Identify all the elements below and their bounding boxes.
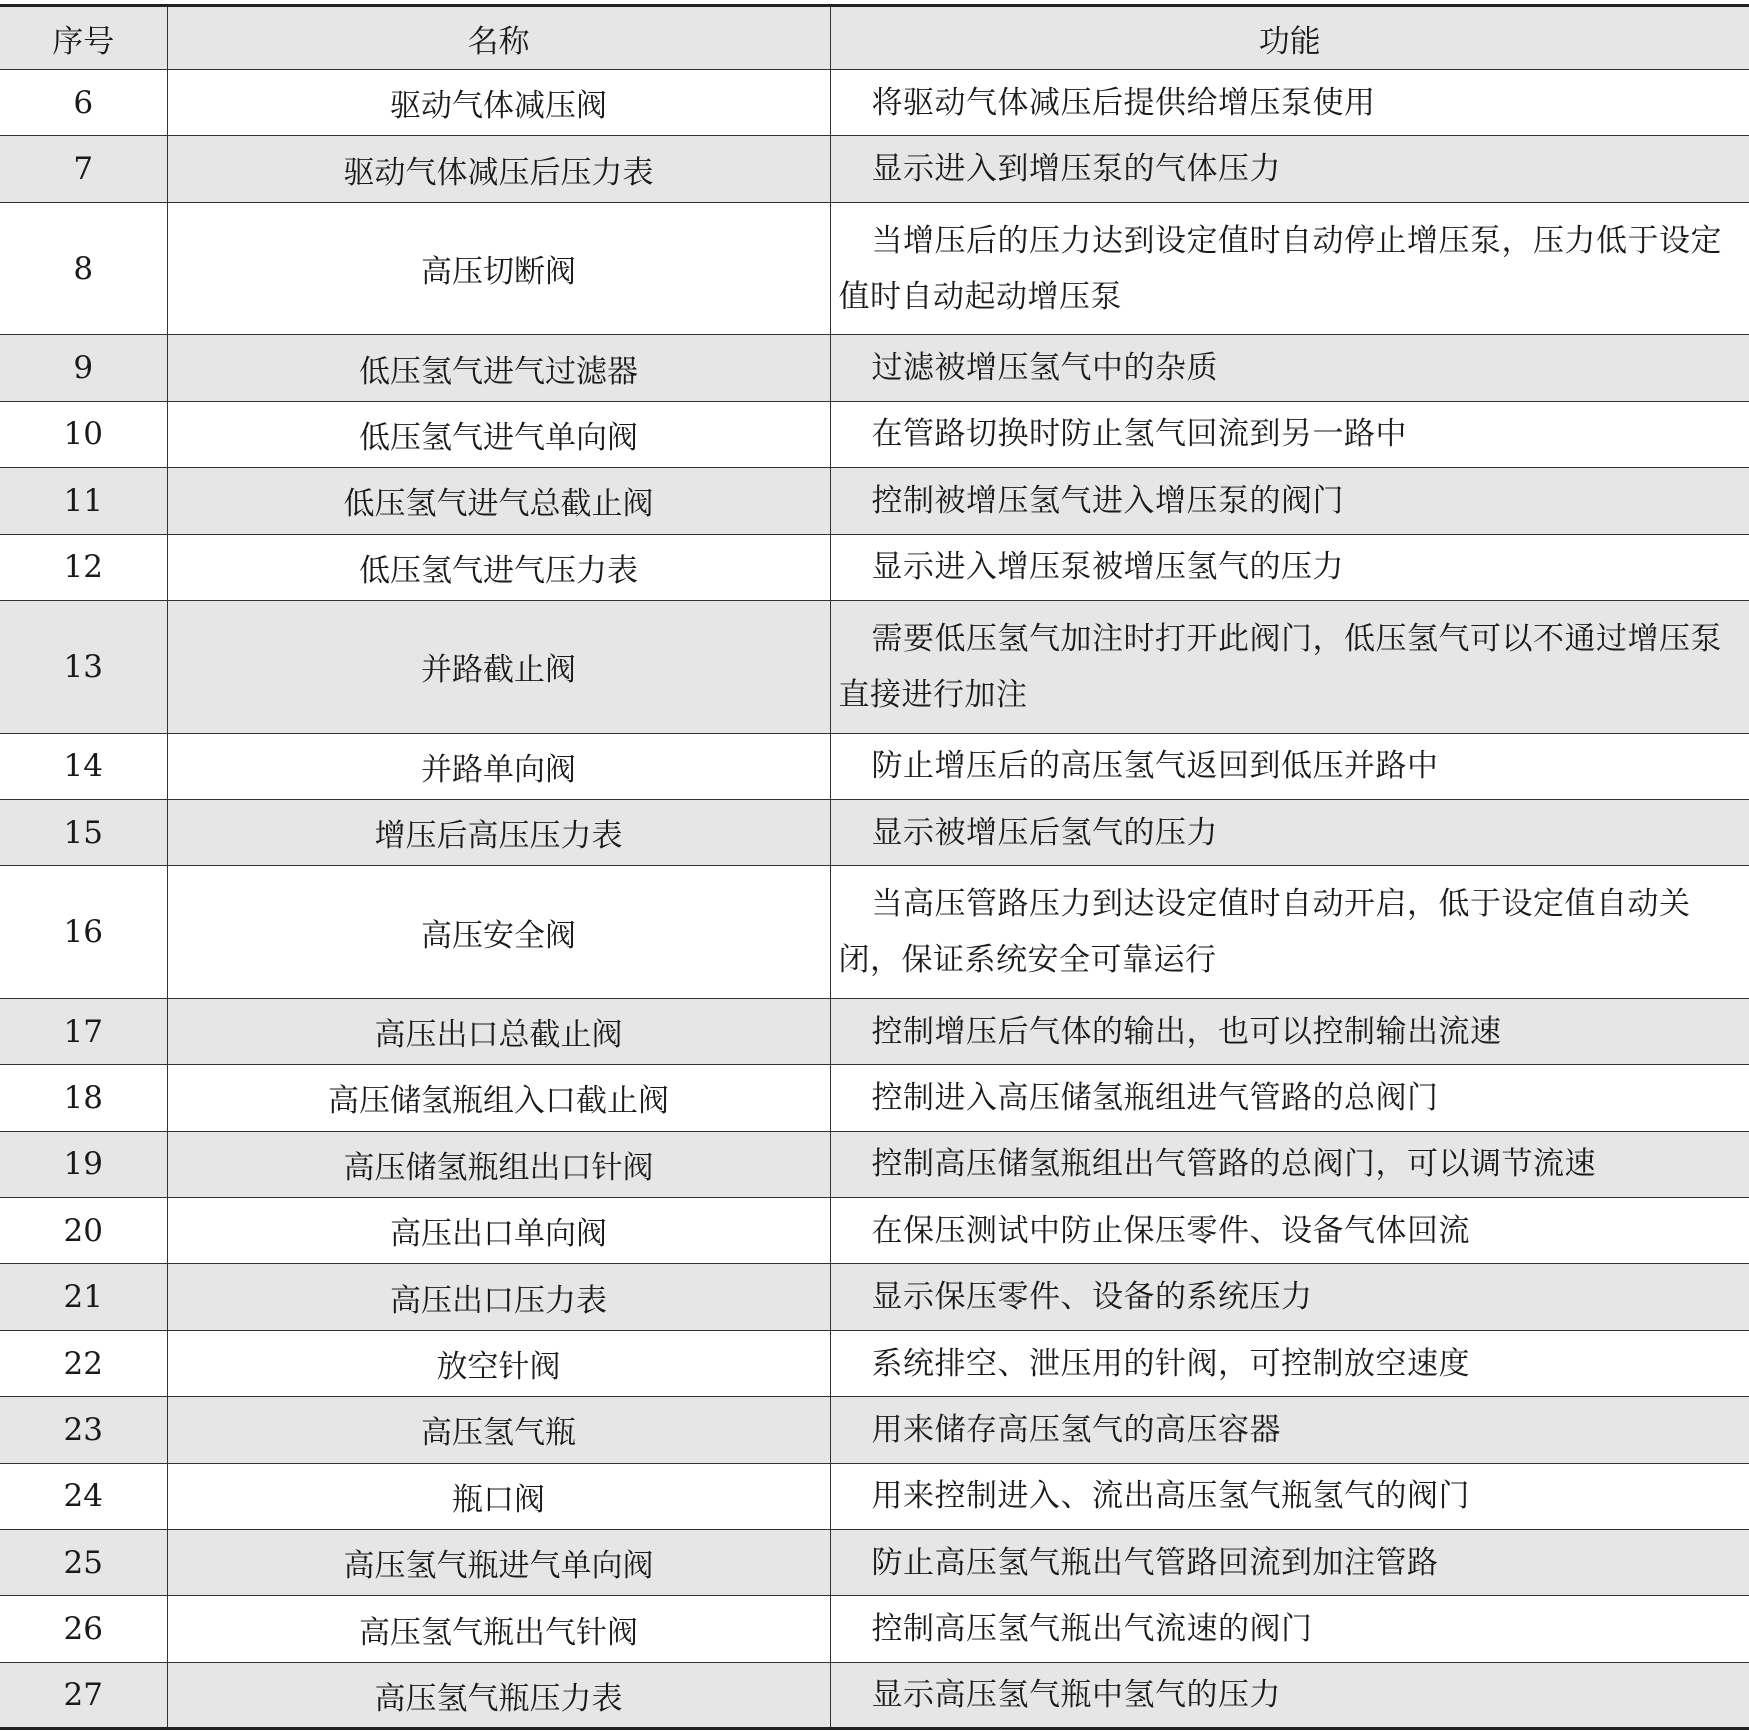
row-function bbox=[830, 733, 1749, 799]
row-function-text: 系统排空、泄压用的针阀，可控制放空速度 bbox=[871, 1345, 1470, 1382]
row-name: 低压氢气进气压力表 bbox=[167, 534, 830, 600]
row-index: 12 bbox=[0, 534, 167, 600]
row-function-text: 显示高压氢气瓶中氢气的压力 bbox=[871, 1677, 1281, 1713]
header-index: 序号 bbox=[0, 6, 167, 70]
row-index: 17 bbox=[0, 998, 167, 1064]
row-name: 低压氢气进气总截止阀 bbox=[167, 468, 830, 534]
row-function-text: 用来控制进入、流出高压氢气瓶氢气的阀门 bbox=[871, 1478, 1470, 1515]
table-row bbox=[0, 1198, 1749, 1264]
row-name: 并路单向阀 bbox=[167, 733, 830, 799]
row-function-text: 需要低压氢气加注时打开此阀门，低压氢气可以不通过增压泵直接进行加注 bbox=[838, 620, 1722, 713]
row-function-text: 控制被增压氢气进入增压泵的阀门 bbox=[871, 482, 1344, 519]
row-function bbox=[830, 799, 1749, 865]
table-row bbox=[0, 1065, 1749, 1131]
row-function bbox=[830, 1530, 1749, 1596]
table-row bbox=[0, 468, 1749, 534]
table-row bbox=[0, 998, 1749, 1064]
row-function bbox=[830, 534, 1749, 600]
row-function bbox=[830, 1330, 1749, 1396]
row-index: 6 bbox=[0, 70, 167, 136]
row-function-text: 控制进入高压储氢瓶组进气管路的总阀门 bbox=[871, 1079, 1439, 1116]
row-name: 并路截止阀 bbox=[167, 600, 830, 733]
row-function bbox=[830, 401, 1749, 467]
row-function bbox=[830, 70, 1749, 136]
row-index: 20 bbox=[0, 1198, 167, 1264]
table-body bbox=[0, 70, 1749, 1729]
row-function bbox=[830, 136, 1749, 202]
row-function-text: 在保压测试中防止保压零件、设备气体回流 bbox=[871, 1212, 1470, 1249]
row-name: 低压氢气进气过滤器 bbox=[167, 335, 830, 401]
row-function-text: 过滤被增压氢气中的杂质 bbox=[871, 350, 1218, 387]
row-name: 高压安全阀 bbox=[167, 866, 830, 999]
row-function-text: 在管路切换时防止氢气回流到另一路中 bbox=[871, 416, 1407, 453]
row-name: 高压出口单向阀 bbox=[167, 1198, 830, 1264]
row-index: 18 bbox=[0, 1065, 167, 1131]
table-row bbox=[0, 733, 1749, 799]
row-name: 增压后高压压力表 bbox=[167, 799, 830, 865]
row-function bbox=[830, 1264, 1749, 1330]
row-index: 19 bbox=[0, 1131, 167, 1197]
row-name: 高压氢气瓶压力表 bbox=[167, 1662, 830, 1728]
row-name: 瓶口阀 bbox=[167, 1463, 830, 1529]
row-function-text: 防止增压后的高压氢气返回到低压并路中 bbox=[871, 748, 1439, 785]
row-index: 23 bbox=[0, 1397, 167, 1463]
row-function bbox=[830, 1463, 1749, 1529]
row-index: 14 bbox=[0, 733, 167, 799]
table-row bbox=[0, 1397, 1749, 1463]
row-function-text: 当增压后的压力达到设定值时自动停止增压泵，压力低于设定值时自动起动增压泵 bbox=[838, 222, 1722, 315]
row-function bbox=[830, 998, 1749, 1064]
table-row bbox=[0, 1330, 1749, 1396]
header-function: 功能 bbox=[830, 6, 1749, 70]
table-row bbox=[0, 1596, 1749, 1662]
row-index: 7 bbox=[0, 136, 167, 202]
table-row bbox=[0, 136, 1749, 202]
table-row bbox=[0, 1463, 1749, 1529]
row-name: 高压氢气瓶出气针阀 bbox=[167, 1596, 830, 1662]
row-name: 高压储氢瓶组出口针阀 bbox=[167, 1131, 830, 1197]
row-index: 25 bbox=[0, 1530, 167, 1596]
row-function-text: 显示进入到增压泵的气体压力 bbox=[871, 151, 1281, 188]
row-index: 26 bbox=[0, 1596, 167, 1662]
row-index: 10 bbox=[0, 401, 167, 467]
row-function-text: 当高压管路压力到达设定值时自动开启，低于设定值自动关闭，保证系统安全可靠运行 bbox=[838, 886, 1691, 979]
row-index: 21 bbox=[0, 1264, 167, 1330]
table-row bbox=[0, 1131, 1749, 1197]
row-function bbox=[830, 1397, 1749, 1463]
table-row bbox=[0, 534, 1749, 600]
row-function-text: 防止高压氢气瓶出气管路回流到加注管路 bbox=[871, 1544, 1439, 1581]
table-row bbox=[0, 335, 1749, 401]
row-index: 16 bbox=[0, 866, 167, 999]
table-row bbox=[0, 600, 1749, 733]
row-function bbox=[830, 1131, 1749, 1197]
row-function bbox=[830, 600, 1749, 733]
row-name: 高压氢气瓶 bbox=[167, 1397, 830, 1463]
row-function bbox=[830, 1198, 1749, 1264]
table-row bbox=[0, 1264, 1749, 1330]
row-function-text: 控制增压后气体的输出，也可以控制输出流速 bbox=[871, 1013, 1502, 1050]
row-function bbox=[830, 202, 1749, 335]
header-name: 名称 bbox=[167, 6, 830, 70]
row-function-text: 控制高压氢气瓶出气流速的阀门 bbox=[871, 1611, 1313, 1648]
row-index: 27 bbox=[0, 1662, 167, 1728]
row-function bbox=[830, 866, 1749, 999]
row-name: 高压切断阀 bbox=[167, 202, 830, 335]
row-name: 高压氢气瓶进气单向阀 bbox=[167, 1530, 830, 1596]
row-index: 22 bbox=[0, 1330, 167, 1396]
row-name: 高压出口总截止阀 bbox=[167, 998, 830, 1064]
row-function-text: 显示进入增压泵被增压氢气的压力 bbox=[871, 549, 1344, 586]
table-row bbox=[0, 1530, 1749, 1596]
row-function-text: 将驱动气体减压后提供给增压泵使用 bbox=[871, 84, 1376, 121]
row-name: 低压氢气进气单向阀 bbox=[167, 401, 830, 467]
row-index: 15 bbox=[0, 799, 167, 865]
table-row bbox=[0, 1662, 1749, 1728]
row-index: 8 bbox=[0, 202, 167, 335]
row-function-text: 显示被增压后氢气的压力 bbox=[871, 814, 1218, 851]
row-index: 11 bbox=[0, 468, 167, 534]
row-function bbox=[830, 335, 1749, 401]
row-function-text: 用来储存高压氢气的高压容器 bbox=[871, 1411, 1281, 1448]
row-function-text: 显示保压零件、设备的系统压力 bbox=[871, 1279, 1313, 1316]
row-function-text: 控制高压储氢瓶组出气管路的总阀门，可以调节流速 bbox=[871, 1146, 1596, 1183]
row-name: 高压储氢瓶组入口截止阀 bbox=[167, 1065, 830, 1131]
table-row bbox=[0, 799, 1749, 865]
row-index: 9 bbox=[0, 335, 167, 401]
row-function bbox=[830, 468, 1749, 534]
row-name: 高压出口压力表 bbox=[167, 1264, 830, 1330]
row-index: 24 bbox=[0, 1463, 167, 1529]
table-row bbox=[0, 70, 1749, 136]
table-row bbox=[0, 401, 1749, 467]
row-index: 13 bbox=[0, 600, 167, 733]
row-name: 驱动气体减压阀 bbox=[167, 70, 830, 136]
component-table bbox=[0, 4, 1749, 1730]
row-function bbox=[830, 1662, 1749, 1728]
table-header bbox=[0, 6, 1749, 70]
row-function bbox=[830, 1065, 1749, 1131]
header-row bbox=[0, 6, 1749, 70]
row-name: 放空针阀 bbox=[167, 1330, 830, 1396]
row-function bbox=[830, 1596, 1749, 1662]
row-name: 驱动气体减压后压力表 bbox=[167, 136, 830, 202]
table-row bbox=[0, 202, 1749, 335]
table-row bbox=[0, 866, 1749, 999]
